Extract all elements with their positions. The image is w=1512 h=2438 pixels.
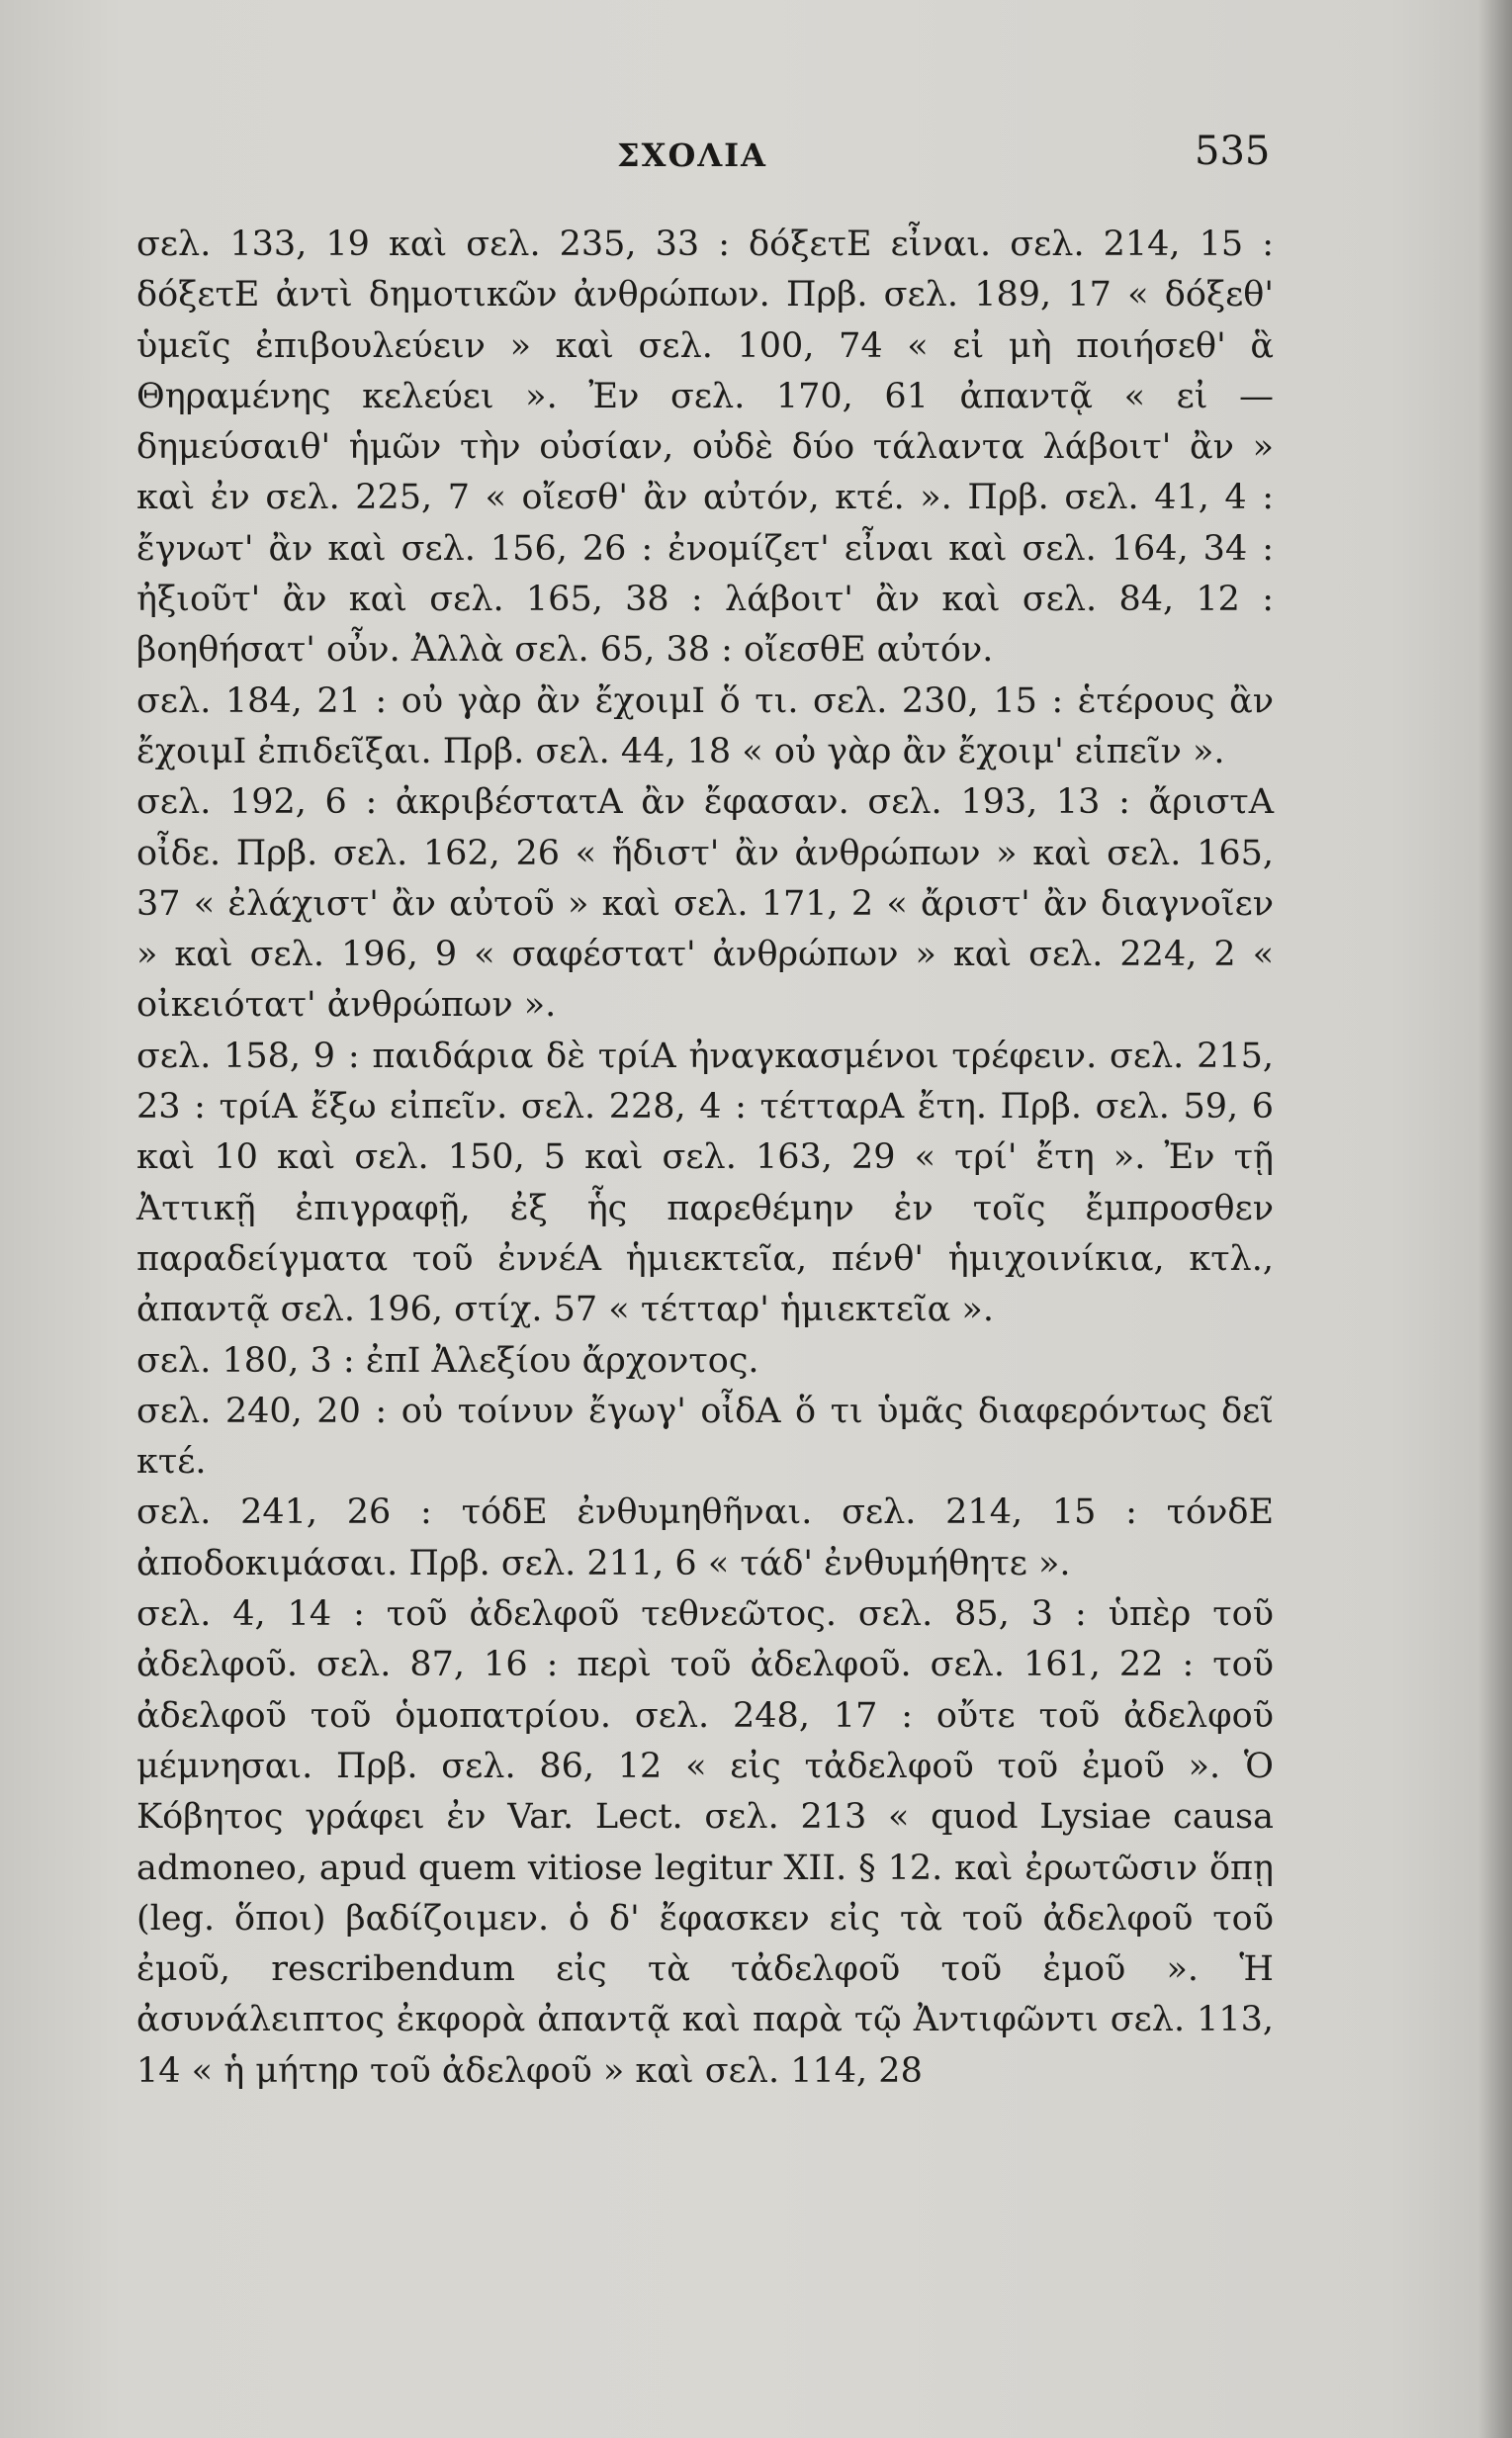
paragraph-8: σελ. 4, 14 : τοῦ ἀδελφοῦ τεθνεῶτος. σελ. 85, 3 : ὑπὲρ τοῦ ἀδελφοῦ. σελ. 87, 16 : περὶ τοῦ ἀδελφοῦ. σελ. 161, 22 : τοῦ ἀδελφοῦ τοῦ ὁμοπατρίου. σελ. 248, 17 : οὔτε τοῦ ἀδελφοῦ μέμνησαι. Πρβ. σελ. 86, 12 « εἰς τἀδελφοῦ τοῦ ἐμοῦ ». Ὁ Κόβητος γράφει ἐν Var. Lect. σελ. 213 « quod Lysiae causa admoneo, apud quem vitiose legitur XII. § 12. καὶ ἐρωτῶσιν ὅπῃ (leg. ὅποι) βαδίζοιμεν. ὁ δ' ἔφασκεν εἰς τὰ τοῦ ἀδελφοῦ τοῦ ἐμοῦ, rescribendum εἰς τὰ τἀδελφοῦ τοῦ ἐμοῦ ». Ἡ ἀσυνάλειπτος ἐκφορὰ ἀπαντᾷ καὶ παρὰ τῷ Ἀντιφῶντι σελ. 113, 14 « ἡ μήτηρ τοῦ ἀδελφοῦ » καὶ σελ. 114, 28	[136, 1594, 1274, 2091]
scholia-text	[136, 220, 1274, 2097]
page-title: ΣΧΟΛΙΑ	[617, 136, 767, 174]
page-edge-shadow	[1478, 0, 1512, 2438]
paragraph-4: σελ. 158, 9 : παιδάρια δὲ τρίΑ ἠναγκασμένοι τρέφειν. σελ. 215, 23 : τρίΑ ἔξω εἰπεῖν. σελ. 228, 4 : τέτταρΑ ἔτη. Πρβ. σελ. 59, 6 καὶ 10 καὶ σελ. 150, 5 καὶ σελ. 163, 29 « τρί' ἔτη ». Ἐν τῇ Ἀττικῇ ἐπιγραφῇ, ἐξ ἧς παρεθέμην ἐν τοῖς ἔμπροσθεν παραδείγματα τοῦ ἐννέΑ ἡμιεκτεῖα, πένθ' ἡμιχοινίκια, κτλ., ἀπαντᾷ σελ. 196, στίχ. 57 « τέτταρ' ἡμιεκτεῖα ».	[136, 1036, 1274, 1330]
running-head	[0, 129, 1512, 186]
paragraph-2: σελ. 184, 21 : οὐ γὰρ ἂν ἔχοιμΙ ὅ τι. σελ. 230, 15 : ἑτέρους ἂν ἔχοιμΙ ἐπιδεῖξαι. Πρβ. σελ. 44, 18 « οὐ γὰρ ἂν ἔχοιμ' εἰπεῖν ».	[136, 680, 1274, 771]
paragraph-7: σελ. 241, 26 : τόδΕ ἐνθυμηθῆναι. σελ. 214, 15 : τόνδΕ ἀποδοκιμάσαι. Πρβ. σελ. 211, 6 « τάδ' ἐνθυμήθητε ».	[136, 1492, 1274, 1583]
paragraph-3: σελ. 192, 6 : ἀκριβέστατΑ ἂν ἔφασαν. σελ. 193, 13 : ἄριστΑ οἶδε. Πρβ. σελ. 162, 26 « ἥδιστ' ἂν ἀνθρώπων » καὶ σελ. 165, 37 « ἐλάχιστ' ἂν αὐτοῦ » καὶ σελ. 171, 2 « ἄριστ' ἂν διαγνοῖεν » καὶ σελ. 196, 9 « σαφέστατ' ἀνθρώπων » καὶ σελ. 224, 2 « οἰκειότατ' ἀνθρώπων ».	[136, 782, 1274, 1026]
paragraph-5: σελ. 180, 3 : ἐπΙ Ἀλεξίου ἄρχοντος.	[136, 1340, 759, 1381]
paragraph-1: σελ. 133, 19 καὶ σελ. 235, 33 : δόξετΕ εἶναι. σελ. 214, 15 : δόξετΕ ἀντὶ δημοτικῶν ἀνθρώπων. Πρβ. σελ. 189, 17 « δόξεθ' ὑμεῖς ἐπιβουλεύειν » καὶ σελ. 100, 74 « εἰ μὴ ποιήσεθ' ἃ Θηραμένης κελεύει ». Ἐν σελ. 170, 61 ἀπαντᾷ « εἰ — δημεύσαιθ' ἡμῶν τὴν οὐσίαν, οὐδὲ δύο τάλαντα λάβοιτ' ἂν » καὶ ἐν σελ. 225, 7 « οἴεσθ' ἂν αὐτόν, κτέ. ». Πρβ. σελ. 41, 4 : ἔγνωτ' ἂν καὶ σελ. 156, 26 : ἐνομίζετ' εἶναι καὶ σελ. 164, 34 : ἠξιοῦτ' ἂν καὶ σελ. 165, 38 : λάβοιτ' ἂν καὶ σελ. 84, 12 : βοηθήσατ' οὖν. Ἀλλὰ σελ. 65, 38 : οἴεσθΕ αὐτόν.	[136, 225, 1274, 671]
page-number: 535	[1195, 129, 1271, 174]
paragraph-6: σελ. 240, 20 : οὐ τοίνυν ἔγωγ' οἶδΑ ὅ τι ὑμᾶς διαφερόντως δεῖ κτέ.	[136, 1391, 1274, 1483]
